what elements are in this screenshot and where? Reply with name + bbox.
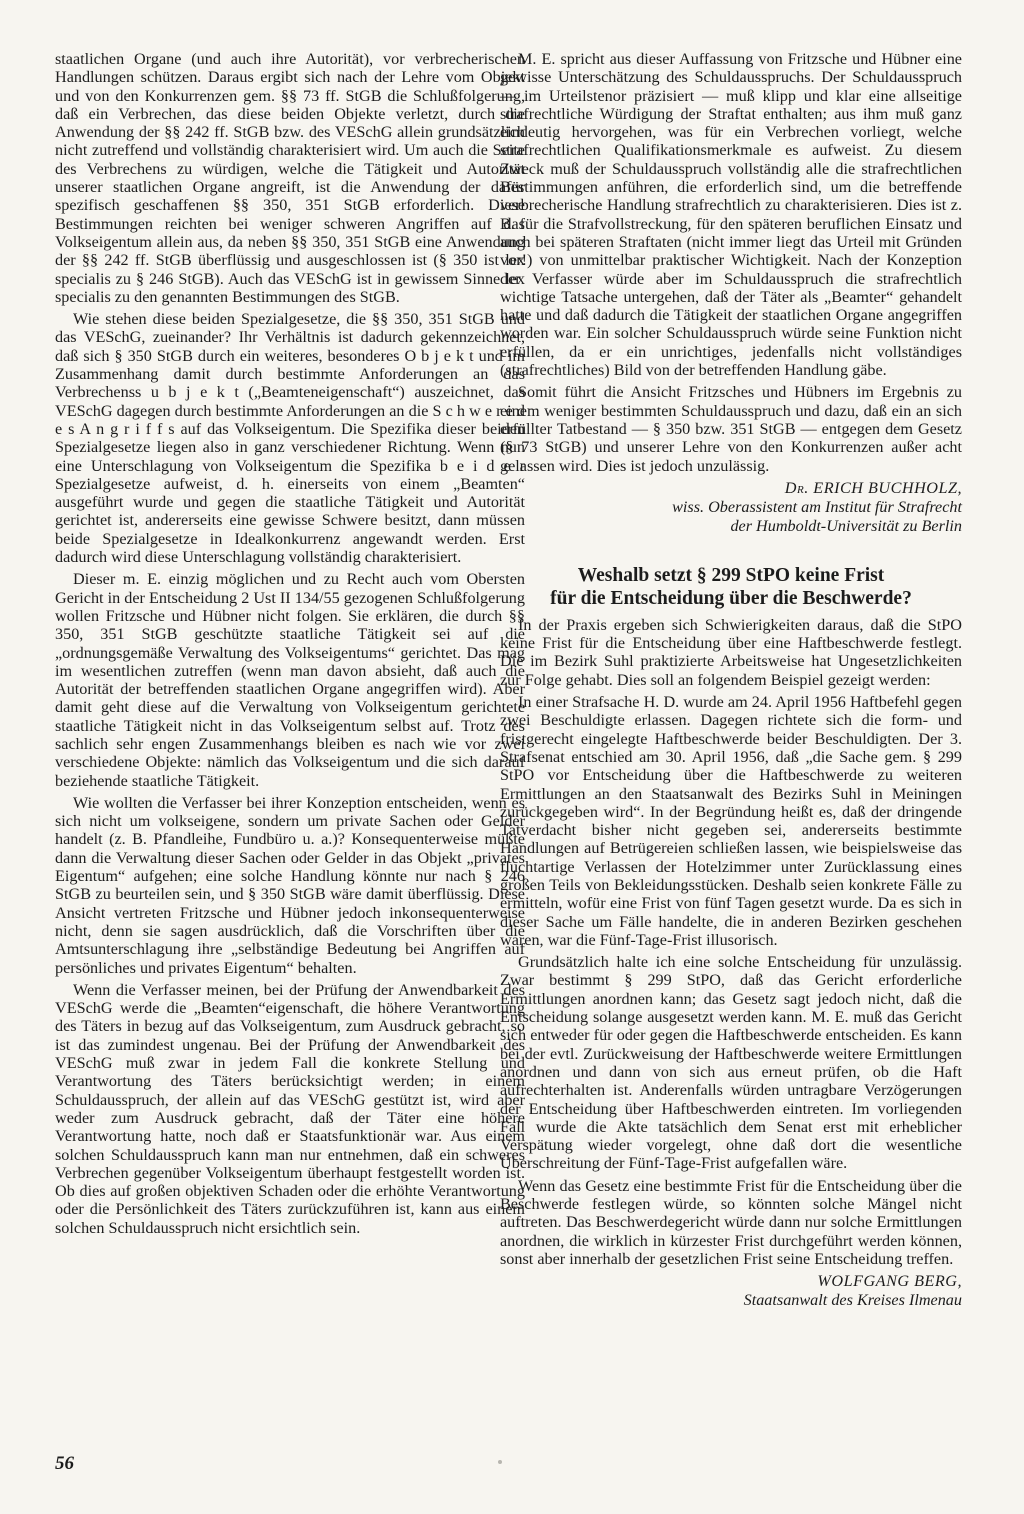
paragraph: In einer Strafsache H. D. wurde am 24. April 1956 Haftbefehl gegen zwei Beschuldigte erlassen. Dagegen richtete sich die form- und fristgerecht eingelegte Haftbeschwerde beider Beschuldigten. Der 3. Strafsenat entschied am 30. April 1956, daß „die Sache gem. § 299 StPO vor Entscheidung über die Haftbeschwerde zu weiteren Ermittlungen an den Staatsanwalt des Bezirks Suhl in Meiningen zurückgegeben wird“. In der Begründung heißt es, daß der dringende Tatverdacht bisher nicht gegeben sei, andererseits bestimmte Handlungen auf Betrügereien schließen lassen, wie beispielsweise das fluchtartige Verlassen der Hotelzimmer unter Zurücklassung eines großen Teils von Bekleidungsstücken. Deshalb seien konkrete Fälle zu ermitteln, wofür eine Frist von fünf Tagen gesetzt wurde. Da es sich in dieser Sache um Fälle handelte, die in anderen Bezirken geschehen waren, war die Fünf-Tage-Frist illusorisch. [500,693,962,949]
paragraph: Dieser m. E. einzig möglichen und zu Recht auch vom Obersten Gericht in der Entscheidung 2 Ust II 134/55 gezogenen Schlußfolgerung wollen Fritzsche und Hübner nicht folgen. Sie erklären, die durch §§ 350, 351 StGB geschützte staatliche Tätigkeit sei auf die „ordnungsgemäße Verwaltung des Volkseigentums“ gerichtet. Das mag im wesentlichen zutreffen (wenn man davon absieht, daß auch die Autorität der betreffenden staatlichen Organe angegriffen wird). Aber damit geht diese auf die Verwaltung von Volkseigentum gerichtete staatliche Tätigkeit nicht in das Volkseigentum selbst auf. Trotz des sachlich sehr engen Zusammenhangs bleiben es nach wie vor zwei verschiedene Objekte: nämlich das Volkseigentum und die sich darauf beziehende staatliche Tätigkeit. [55,570,525,790]
paragraph: Somit führt die Ansicht Fritzsches und Hübners im Ergebnis zu einem weniger bestimmten Schuldausspruch und dazu, daß ein an sich erfüllter Tatbestand — § 350 bzw. 351 StGB — entgegen dem Gesetz (§ 73 StGB) und unserer Lehre von den Konkurrenzen außer acht gelassen wird. Dies ist jedoch unzulässig. [500,383,962,475]
scan-speck [498,1460,502,1464]
paragraph: Wenn das Gesetz eine bestimmte Frist für die Entscheidung über die Beschwerde festlegen würde, so könnten solche Mängel nicht auftreten. Das Beschwerdegericht würde dann nur solche Ermittlungen anordnen, die wirklich in kürzester Frist durchgeführt werden können, sonst aber innerhalb der gesetzlichen Frist seine Entscheidung treffen. [500,1176,962,1268]
paragraph: In der Praxis ergeben sich Schwierigkeiten daraus, daß die StPO keine Frist für die Entscheidung über eine Haftbeschwerde festlegt. Die im Bezirk Suhl praktizierte Arbeitsweise hat Ungesetzlichkeiten zur Folge gehabt. Dies soll an folgendem Beispiel gezeigt werden: [500,615,962,689]
paragraph: Grundsätzlich halte ich eine solche Entscheidung für unzulässig. Zwar bestimmt § 299 StPO, daß das Gericht erforderliche Ermittlungen anordnen kann; das Gesetz sagt jedoch nicht, daß die Entscheidung solange ausgesetzt werden kann. M. E. muß das Gericht sich entweder für oder gegen die Haftbeschwerde entscheiden. Es kann bei der evtl. Zurückweisung der Haftbeschwerde weitere Ermittlungen anordnen und dann von sich aus erneut prüfen, ob die Haft aufrechterhalten ist. Anderenfalls würden untragbare Verzögerungen der Entscheidung über Haftbeschwerden eintreten. Im vorliegenden Fall wurde die Akte tatsächlich dem Senat erst mit erheblicher Verspätung wieder vorgelegt, ohne daß dort die wesentliche Überschreitung der Fünf-Tage-Frist aufgefallen wäre. [500,953,962,1173]
author-affiliation: der Humboldt-Universität zu Berlin [730,516,962,535]
paragraph: Wenn die Verfasser meinen, bei der Prüfung der Anwendbarkeit des VESchG werde die „Beamten“eigenschaft, die höhere Verantwortung des Täters in bezug auf das Volkseigentum, zum Ausdruck gebracht, so ist das zumindest ungenau. Bei der Prüfung der Anwendbarkeit des VESchG muß zwar in jedem Fall die konkrete Stellung und Verantwortung des Täters berücksichtigt werden; in einem Schuldausspruch, der allein auf das VESchG gestützt ist, wird aber weder zum Ausdruck gebracht, daß der Täter eine höhere Verantwortung hatte, noch daß er Staatsfunktionär war. Aus einem solchen Schuldausspruch kann man nur entnehmen, daß ein schweres Verbrechen gegenüber Volkseigentum überhaupt festgestellt worden ist. Ob dies auf großen objektiven Schaden oder die erhöhte Verantwortung oder die Persönlichkeit des Täters zurückzuführen ist, kann aus einem solchen Schuldausspruch nicht ersichtlich sein. [55,980,525,1237]
right-column [500,50,962,1310]
paragraph: Wie wollten die Verfasser bei ihrer Konzeption entscheiden, wenn es sich nicht um volkseigene, sondern um private Sachen oder Gelder handelt (z. B. Pfandleihe, Fundbüro u. a.)? Konsequenterweise müßte dann die Verwaltung dieser Sachen oder Gelder in das Objekt „privates Eigentum“ aufgehen; eine solche Handlung könnte nur nach § 246 StGB zu beurteilen sein, und § 350 StGB wäre damit überflüssig. Diese Ansicht vertreten Fritzsche und Hübner jedoch inkonsequenterweise nicht, denn sie sagen ausdrücklich, daß die Vorschriften über die Amtsunterschlagung ihre „selbständige Bedeutung bei Angriffen auf persönliches und privates Eigentum“ behalten. [55,793,525,977]
headline-line: Weshalb setzt § 299 StPO keine Frist [577,564,885,586]
author-byline-berg [500,1272,962,1310]
paragraph: M. E. spricht aus dieser Auffassung von Fritzsche und Hübner eine gewisse Unterschätzung des Schuldausspruchs. Der Schuldausspruch — im Urteilstenor präzisiert — muß klipp und klar eine allseitige strafrechtliche Würdigung der Straftat enthalten; aus ihm muß ganz eindeutig hervorgehen, was für ein Verbrechen vorliegt, welche strafrechtlichen Qualifikationsmerkmale es aufweist. Zu diesem Zweck muß der Schuldausspruch vollständig alle die strafrechtlichen Bestimmungen anführen, die erforderlich sind, um die betreffende verbrecherische Handlung strafrechtlich zu charakterisieren. Dies ist z. B. für die Strafvollstreckung, für den späteren beruflichen Einsatz und auch bei späteren Straftaten (nicht immer liegt das Urteil mit Gründen vor!) von unmittelbar praktischer Wichtigkeit. Nach der Konzeption der Verfasser würde aber im Schuldausspruch die strafrechtlich wichtige Tatsache untergehen, daß der Täter als „Beamter“ gehandelt hatte und daß dadurch die Tätigkeit der staatlichen Organe angegriffen worden war. Ein solcher Schuldausspruch würde seine Funktion nicht erfüllen, da er ein unrichtiges, jedenfalls nicht vollständiges (strafrechtliches) Bild von der betreffenden Handlung gäbe. [500,50,962,380]
page-number: 56 [55,1453,74,1474]
author-name: Dr. ERICH BUCHHOLZ, [784,478,962,497]
paragraph: Wie stehen diese beiden Spezialgesetze, die §§ 350, 351 StGB und das VESchG, zueinander? Ihr Verhältnis ist dadurch gekennzeichnet, daß sich § 350 StGB durch ein weiteres, besonderes O b j e k t und im Zusammenhang damit durch bestimmte Anforderungen an das Verbrechenss u b j e k t („Beamteneigenschaft“) auszeichnet, das VESchG dagegen durch bestimmte Anforderungen an die S c h w e r e d e s A n g r i f f s auf das Volkseigentum. Die Spezifika dieser beiden Spezialgesetze liegen also in ganz verschiedener Richtung. Wenn nun eine Unterschlagung von Volkseigentum die Spezifika b e i d e r Spezialgesetze aufweist, d. h. einerseits von einem „Beamten“ ausgeführt wurde und gegen die staatliche Tätigkeit und Autorität gerichtet ist, andererseits eine gewisse Schwere besitzt, dann müssen beide Spezialgesetze in Idealkonkurrenz angewandt werden. Erst dadurch wird diese Unterschlagung vollständig charakterisiert. [55,310,525,567]
author-affiliation: Staatsanwalt des Kreises Ilmenau [743,1291,962,1310]
headline-line: für die Entscheidung über die Beschwerde? [550,587,912,609]
left-column [55,50,525,1237]
author-byline-buchholz [500,479,962,536]
paragraph: staatlichen Organe (und auch ihre Autorität), vor verbrecherischen Handlungen schützen. Daraus ergibt sich nach der Lehre vom Objekt und von den Konkurrenzen gem. §§ 73 ff. StGB die Schlußfolgerung, daß ein Verbrechen, das diese beiden Objekte verletzt, durch die Anwendung der §§ 242 ff. StGB bzw. des VESchG allein grundsätzlich nicht zutreffend und vollständig charakterisiert wird. Um auch die Seite des Verbrechens zu würdigen, welche die Tätigkeit und Autorität unserer staatlichen Organe angreift, ist die Anwendung der dafür spezifisch geschaffenen §§ 350, 351 StGB erforderlich. Diese Bestimmungen reichten bei weniger schweren Angriffen auf das Volkseigentum allein aus, da neben §§ 350, 351 StGB eine Anwendung der §§ 242 ff. StGB überflüssig und ausgeschlossen ist (§ 350 ist lex specialis zu § 246 StGB). Auch das VESchG ist in gewissem Sinne lex specialis zu den genannten Bestimmungen des StGB. [55,50,525,306]
author-affiliation: wiss. Oberassistent am Institut für Strafrecht [672,497,962,516]
article-headline [500,564,962,610]
author-name: WOLFGANG BERG, [817,1272,962,1291]
